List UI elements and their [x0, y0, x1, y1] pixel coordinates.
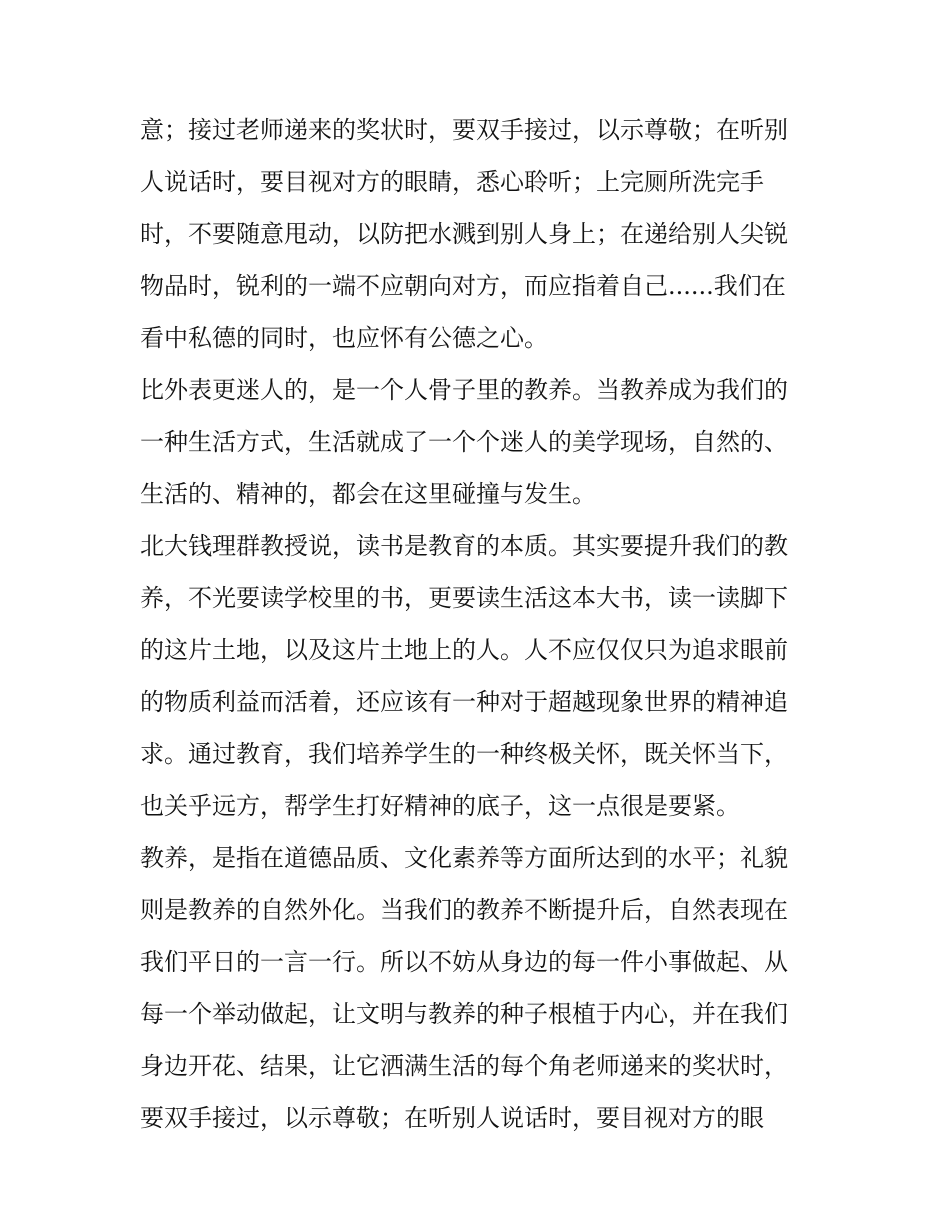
text-line-18: 每一个举动做起，让文明与教养的种子根植于内心，并在我们 — [140, 1000, 788, 1028]
text-line-12: 的物质利益而活着，还应该有一种对于超越现象世界的精神追 — [140, 688, 788, 716]
text-line-3: 时，不要随意甩动，以防把水溅到别人身上；在递给别人尖锐 — [140, 220, 788, 248]
text-line-1: 意；接过老师递来的奖状时，要双手接过，以示尊敬；在听别 — [140, 116, 788, 144]
text-line-15: 教养，是指在道德品质、文化素养等方面所达到的水平；礼貌 — [140, 844, 788, 872]
text-line-6: 比外表更迷人的，是一个人骨子里的教养。当教养成为我们的 — [140, 376, 788, 404]
text-line-9: 北大钱理群教授说，读书是教育的本质。其实要提升我们的教 — [140, 532, 788, 560]
document-body-text — [140, 104, 820, 1144]
text-line-10: 养，不光要读学校里的书，更要读生活这本大书，读一读脚下 — [140, 584, 788, 612]
text-line-5: 看中私德的同时，也应怀有公德之心。 — [140, 324, 548, 352]
text-line-2: 人说话时，要目视对方的眼睛，悉心聆听；上完厕所洗完手 — [140, 168, 764, 196]
text-line-17: 我们平日的一言一行。所以不妨从身边的每一件小事做起、从 — [140, 948, 788, 976]
text-line-16: 则是教养的自然外化。当我们的教养不断提升后，自然表现在 — [140, 896, 788, 924]
text-line-7: 一种生活方式，生活就成了一个个迷人的美学现场，自然的、 — [140, 428, 788, 456]
text-line-19: 身边开花、结果，让它洒满生活的每个角老师递来的奖状时， — [140, 1052, 788, 1080]
text-line-13: 求。通过教育，我们培养学生的一种终极关怀，既关怀当下， — [140, 740, 788, 768]
text-line-8: 生活的、精神的，都会在这里碰撞与发生。 — [140, 480, 596, 508]
text-line-4: 物品时，锐利的一端不应朝向对方，而应指着自己......我们在 — [140, 272, 786, 300]
text-line-11: 的这片土地，以及这片土地上的人。人不应仅仅只为追求眼前 — [140, 636, 788, 664]
text-line-14: 也关乎远方，帮学生打好精神的底子，这一点很是要紧。 — [140, 792, 740, 820]
text-line-20: 要双手接过，以示尊敬；在听别人说话时，要目视对方的眼 — [140, 1104, 764, 1132]
